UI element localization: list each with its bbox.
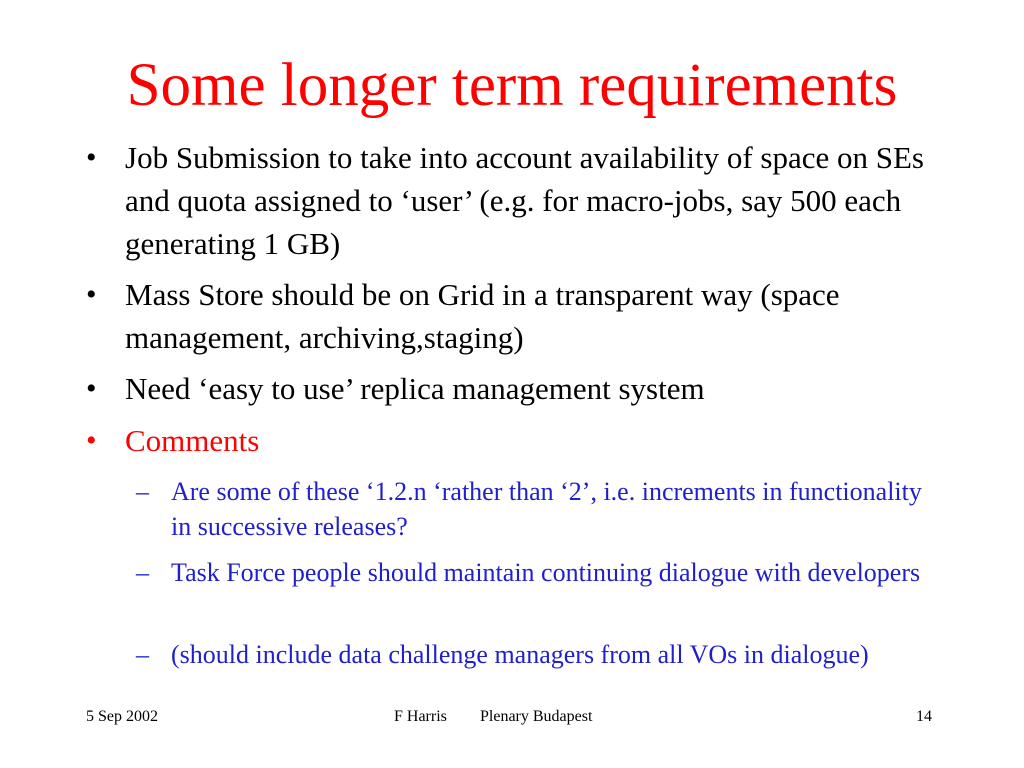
bullet-marker: •	[86, 424, 97, 457]
sub-bullet-text: Are some of these ‘1.2.n ‘rather than ‘2’, i.e. increments in functionality in successive releases?	[171, 477, 922, 541]
bullet-text: Job Submission to take into account availability of space on SEs and quota assigned to ‘user’ (e.g. for macro-jobs, say 500 each generating 1 GB)	[125, 140, 924, 261]
sub-bullet-marker: –	[136, 640, 149, 669]
bullet-marker: •	[86, 278, 97, 311]
footer-author: F Harris	[394, 708, 447, 725]
bullet-mass-store	[86, 273, 966, 359]
footer-event: Plenary Budapest	[480, 708, 593, 725]
sub-bullet-increments	[136, 474, 936, 544]
slide-title: Some longer term requirements	[126, 52, 898, 119]
sub-bullet-task-force	[136, 555, 936, 590]
sub-bullet-marker: –	[136, 558, 149, 587]
bullet-text: Need ‘easy to use’ replica management system	[125, 371, 705, 406]
bullet-marker: •	[86, 141, 97, 174]
footer-date: 5 Sep 2002	[86, 708, 158, 725]
bullet-text: Comments	[125, 423, 260, 458]
sub-bullet-marker: –	[136, 477, 149, 506]
bullet-job-submission	[86, 136, 966, 265]
bullet-marker: •	[86, 372, 97, 405]
footer-page-number: 14	[916, 708, 932, 725]
sub-bullet-text: Task Force people should maintain continuing dialogue with developers	[171, 558, 921, 587]
bullet-text: Mass Store should be on Grid in a transparent way (space management, archiving,staging)	[125, 277, 840, 355]
sub-bullet-text: (should include data challenge managers from all VOs in dialogue)	[171, 640, 869, 669]
bullet-replica-management	[86, 367, 966, 410]
bullet-comments-heading	[86, 419, 966, 462]
sub-bullet-data-challenge	[136, 637, 936, 672]
